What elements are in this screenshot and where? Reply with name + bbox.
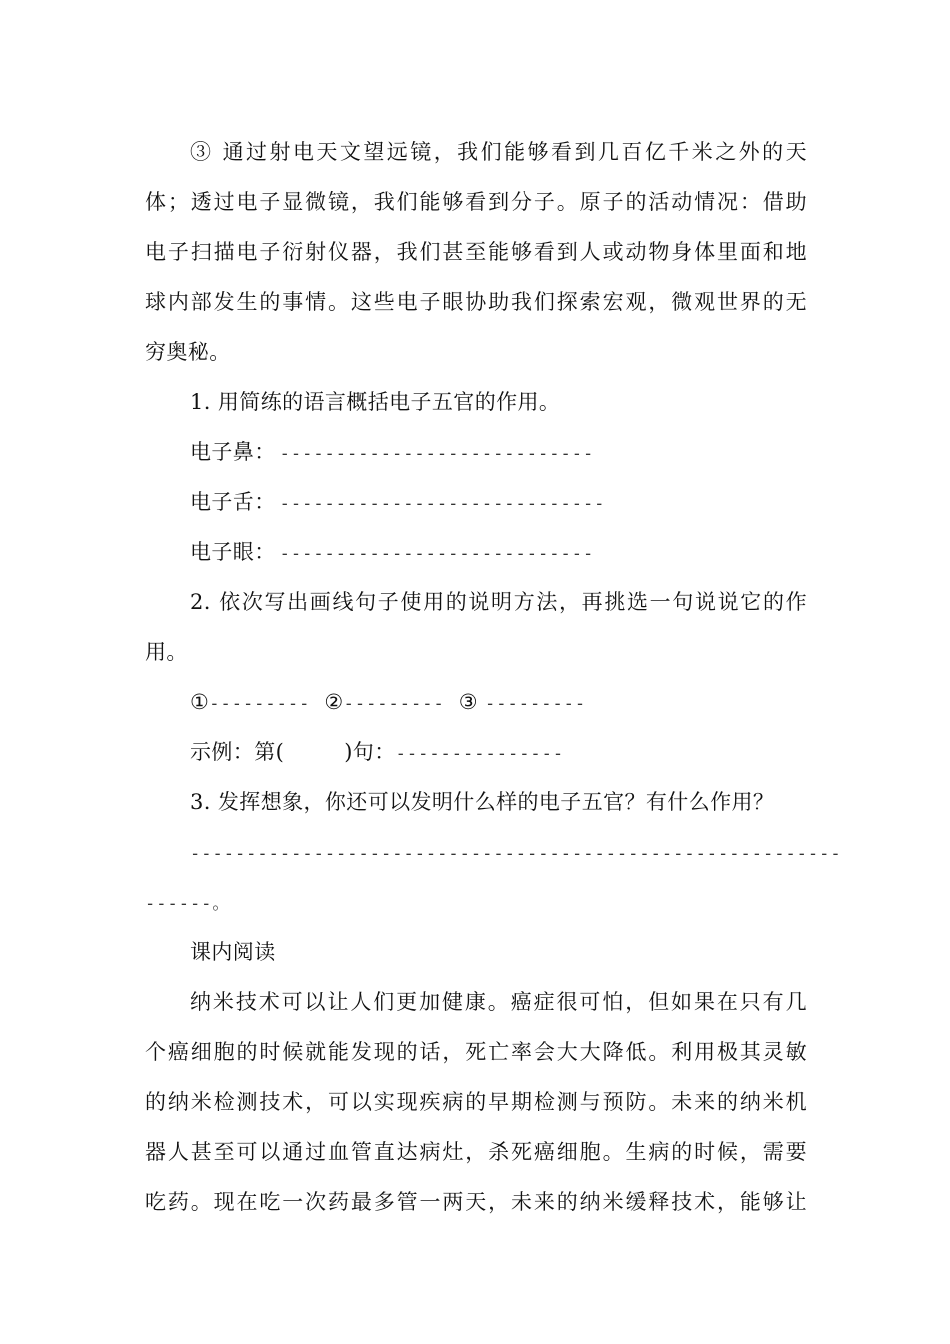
q1-tongue-row — [190, 487, 807, 519]
passage-line: 器人甚至可以通过血管直达病灶，杀死癌细胞。生病的时候，需要 — [145, 1140, 807, 1164]
example-suffix: )句： — [344, 740, 396, 764]
q1-eye-row — [190, 537, 807, 569]
q3-answer-blank-cont[interactable]: ------。 — [145, 894, 231, 914]
method-blank-2[interactable]: --------- — [343, 694, 445, 714]
eye-label: 电子眼： — [190, 540, 276, 564]
method-mark-2: ② — [324, 690, 344, 714]
method-mark-1: ① — [190, 690, 210, 714]
passage-line: 电子扫描电子衍射仪器，我们甚至能够看到人或动物身体里面和地 — [145, 240, 807, 264]
question-2-prompt: 2. 依次写出画线句子使用的说明方法，再挑选一句说说它的作 — [190, 590, 807, 614]
tongue-label: 电子舌： — [190, 490, 276, 514]
q2-example-row — [190, 737, 807, 769]
question-3-prompt: 3. 发挥想象，你还可以发明什么样的电子五官？有什么作用？ — [190, 790, 775, 814]
example-answer-blank[interactable]: --------------- — [395, 744, 565, 764]
method-mark-3: ③ — [458, 690, 486, 714]
q3-answer-blank[interactable]: ---------------------------------------------------------- — [190, 844, 842, 864]
passage-line: ③ 通过射电天文望远镜，我们能够看到几百亿千米之外的天 — [190, 140, 807, 164]
question-2-prompt-cont: 用。 — [145, 640, 188, 664]
q1-nose-row — [190, 437, 807, 469]
q3-answer-line — [190, 837, 842, 869]
passage-line: 吃药。现在吃一次药最多管一两天，未来的纳米缓释技术，能够让 — [145, 1190, 807, 1214]
passage-line: 体；透过电子显微镜，我们能够看到分子。原子的活动情况：借助 — [145, 190, 807, 214]
nose-answer-blank[interactable]: ---------------------------- — [279, 444, 595, 464]
passage-line: 的纳米检测技术，可以实现疾病的早期检测与预防。未来的纳米机 — [145, 1090, 807, 1114]
tongue-answer-blank[interactable]: ----------------------------- — [279, 494, 606, 514]
question-1-prompt: 1. 用简练的语言概括电子五官的作用。 — [190, 390, 561, 414]
passage-line: 纳米技术可以让人们更加健康。癌症很可怕，但如果在只有几 — [190, 990, 807, 1014]
nose-label: 电子鼻： — [190, 440, 276, 464]
method-blank-3[interactable]: --------- — [485, 694, 587, 714]
q3-answer-line-cont — [145, 887, 807, 919]
example-prefix: 示例：第( — [190, 740, 285, 764]
q2-method-row — [190, 687, 807, 719]
passage-line: 个癌细胞的时候就能发现的话，死亡率会大大降低。利用极其灵敏 — [145, 1040, 807, 1064]
section-heading: 课内阅读 — [190, 940, 276, 964]
passage-line: 球内部发生的事情。这些电子眼协助我们探索宏观，微观世界的无 — [145, 290, 807, 314]
passage-line: 穷奥秘。 — [145, 340, 231, 364]
method-blank-1[interactable]: --------- — [209, 694, 311, 714]
eye-answer-blank[interactable]: ---------------------------- — [279, 544, 595, 564]
